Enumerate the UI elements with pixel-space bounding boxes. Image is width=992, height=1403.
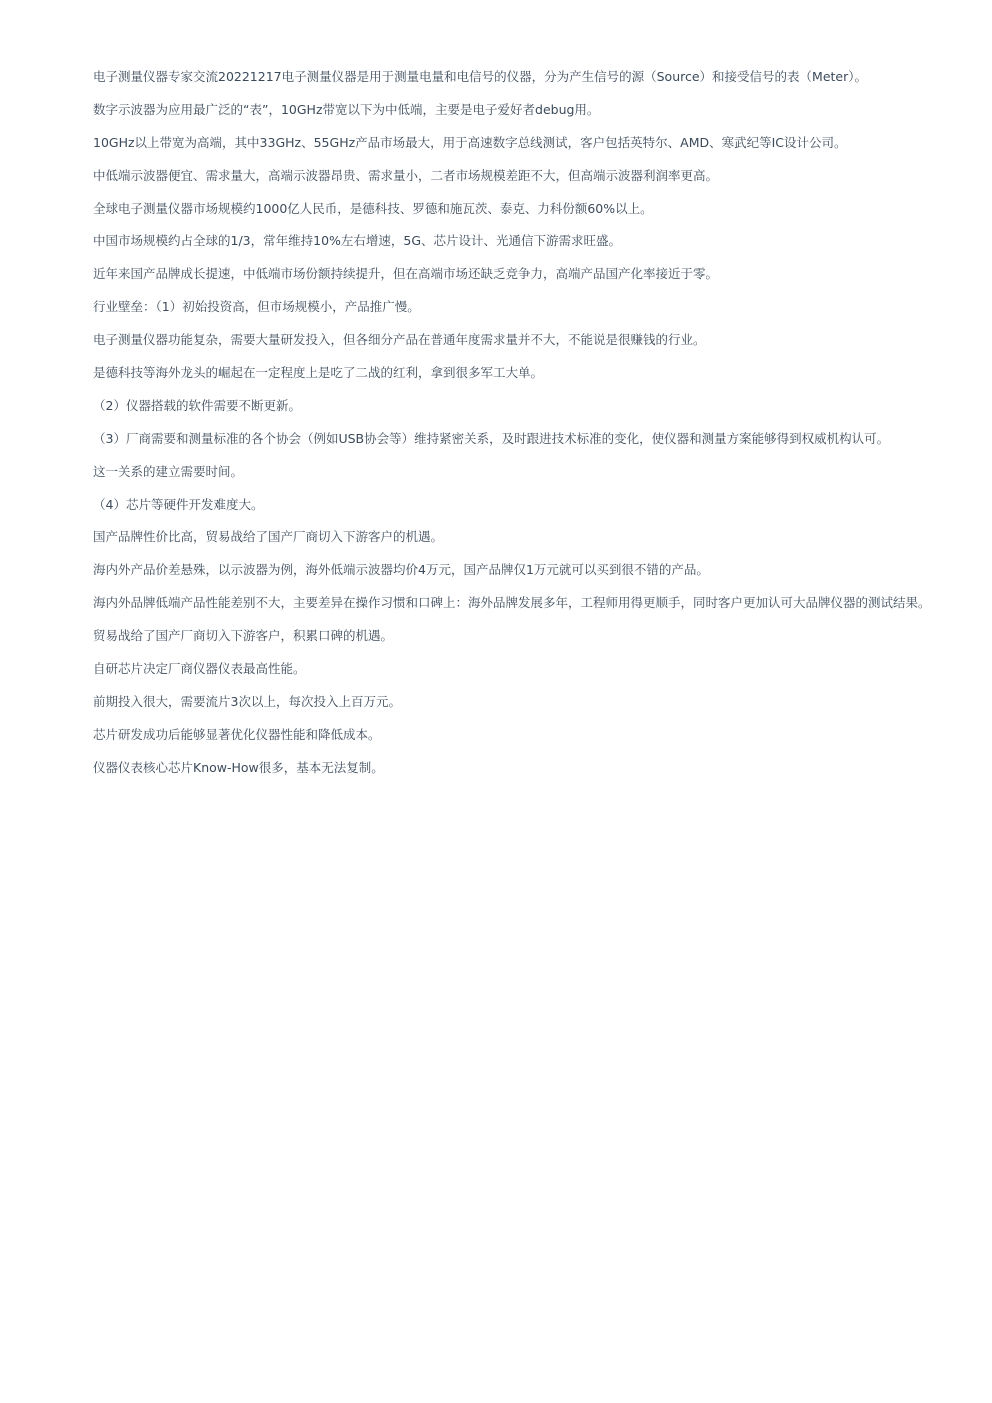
paragraph: 国产品牌性价比高，贸易战给了国产厂商切入下游客户的机遇。 xyxy=(93,529,444,545)
paragraph: （2）仪器搭载的软件需要不断更新。 xyxy=(93,397,301,413)
paragraph: 芯片研发成功后能够显著优化仪器性能和降低成本。 xyxy=(93,726,381,742)
paragraph: 是德科技等海外龙头的崛起在一定程度上是吃了二战的红利，拿到很多军工大单。 xyxy=(93,365,544,381)
paragraph: 全球电子测量仪器市场规模约1000亿人民币，是德科技、罗德和施瓦茨、泰克、力科份额60%以上。 xyxy=(93,200,653,216)
paragraph: 电子测量仪器专家交流20221217电子测量仪器是用于测量电量和电信号的仪器，分为产生信号的源（Source）和接受信号的表（Meter）。 xyxy=(93,69,868,84)
paragraph: （3）厂商需要和测量标准的各个协会（例如USB协会等）维持紧密关系，及时跟进技术标准的变化，使仪器和测量方案能够得到权威机构认可。 xyxy=(93,430,890,446)
paragraph: 仪器仪表核心芯片Know-How很多，基本无法复制。 xyxy=(93,759,384,775)
paragraph: 这一关系的建立需要时间。 xyxy=(93,463,244,479)
paragraph: 行业壁垒：（1）初始投资高，但市场规模小，产品推广慢。 xyxy=(93,299,420,315)
paragraph: 电子测量仪器功能复杂，需要大量研发投入，但各细分产品在普通年度需求量并不大，不能说是很赚钱的行业。 xyxy=(93,332,706,348)
paragraph: 自研芯片决定厂商仪器仪表最高性能。 xyxy=(93,661,306,677)
paragraph: 中国市场规模约占全球的1/3，常年维持10%左右增速，5G、芯片设计、光通信下游需求旺盛。 xyxy=(93,233,622,249)
paragraph: 近年来国产品牌成长提速，中低端市场份额持续提升，但在高端市场还缺乏竞争力，高端产品国产化率接近于零。 xyxy=(93,266,719,282)
paragraph: 贸易战给了国产厂商切入下游客户，积累口碑的机遇。 xyxy=(93,628,394,644)
paragraph: 10GHz以上带宽为高端，其中33GHz、55GHz产品市场最大，用于高速数字总线测试，客户包括英特尔、AMD、寒武纪等IC设计公司。 xyxy=(93,134,847,150)
paragraph: 前期投入很大，需要流片3次以上，每次投入上百万元。 xyxy=(93,693,401,709)
paragraph: （4）芯片等硬件开发难度大。 xyxy=(93,496,264,512)
paragraph: 中低端示波器便宜、需求量大，高端示波器昂贵、需求量小，二者市场规模差距不大，但高端示波器利润率更高。 xyxy=(93,167,719,183)
paragraph: 海内外品牌低端产品性能差别不大，主要差异在操作习惯和口碑上：海外品牌发展多年，工程师用得更顺手，同时客户更加认可大品牌仪器的测试结果。 xyxy=(93,595,931,611)
document-body xyxy=(93,67,945,791)
paragraph: 数字示波器为应用最广泛的“表”，10GHz带宽以下为中低端，主要是电子爱好者debug用。 xyxy=(93,101,600,117)
paragraph: 海内外产品价差悬殊，以示波器为例，海外低端示波器均价4万元，国产品牌仅1万元就可以买到很不错的产品。 xyxy=(93,562,709,578)
